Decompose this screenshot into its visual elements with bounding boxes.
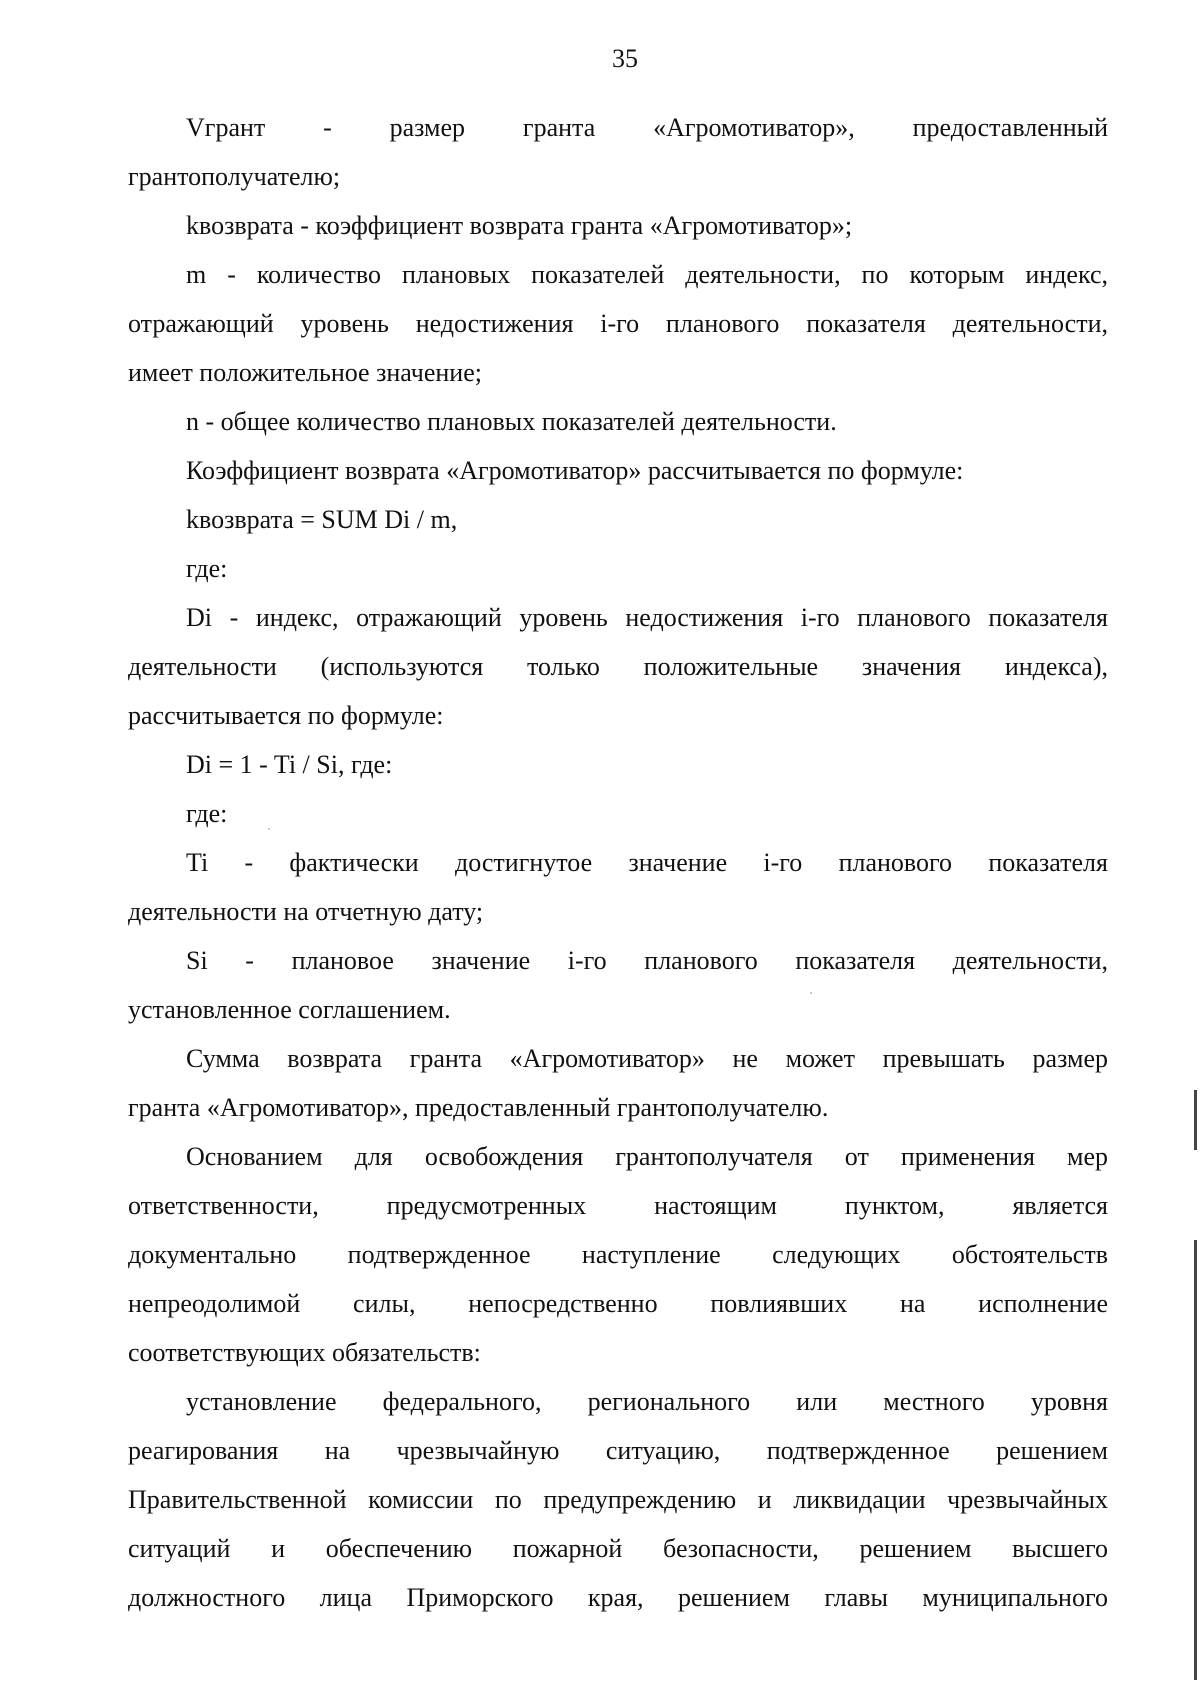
text-line: m - количество плановых показателей деятельности, по которым индекс, xyxy=(186,260,1108,289)
text-line: Правительственной комиссии по предупреждению и ликвидации чрезвычайных xyxy=(128,1485,1108,1514)
text-line: установление федерального, регионального или местного уровня xyxy=(186,1387,1108,1416)
text-line: Di = 1 - Ti / Si, где: xyxy=(186,750,393,779)
text-line: установленное соглашением. xyxy=(128,995,451,1024)
text-line: Коэффициент возврата «Агромотиватор» рассчитывается по формуле: xyxy=(186,456,964,485)
text-line: Ti - фактически достигнутое значение i-го планового показателя xyxy=(186,848,1108,877)
text-line: где: xyxy=(186,554,228,583)
text-line: соответствующих обязательств: xyxy=(128,1338,481,1367)
scan-edge-mark xyxy=(1194,1090,1197,1150)
page-number: 35 xyxy=(612,44,638,73)
text-line: Сумма возврата гранта «Агромотиватор» не может превышать размер xyxy=(186,1044,1108,1073)
scan-edge-line xyxy=(1194,1240,1197,1680)
text-line: рассчитывается по формуле: xyxy=(128,701,444,730)
text-line: деятельности на отчетную дату; xyxy=(128,897,484,926)
text-line: Di - индекс, отражающий уровень недостижения i-го планового показателя xyxy=(186,603,1108,632)
text-line: n - общее количество плановых показателей деятельности. xyxy=(186,407,837,436)
text-line: имеет положительное значение; xyxy=(128,358,482,387)
text-line: отражающий уровень недостижения i-го планового показателя деятельности, xyxy=(128,309,1108,338)
text-line: где: xyxy=(186,799,228,828)
text-line: реагирования на чрезвычайную ситуацию, подтвержденное решением xyxy=(128,1436,1108,1465)
text-line: Si - плановое значение i-го планового показателя деятельности, xyxy=(186,946,1108,975)
text-line: Vгрант - размер гранта «Агромотиватор», предоставленный xyxy=(186,113,1108,142)
text-line: kвозврата = SUM Di / m, xyxy=(186,505,458,534)
text-line: грантополучателю; xyxy=(128,162,341,191)
text-line: ответственности, предусмотренных настоящим пунктом, является xyxy=(128,1191,1108,1220)
text-line: документально подтвержденное наступление следующих обстоятельств xyxy=(128,1240,1108,1269)
text-line: kвозврата - коэффициент возврата гранта «Агромотиватор»; xyxy=(186,211,853,240)
text-line: непреодолимой силы, непосредственно повлиявших на исполнение xyxy=(128,1289,1108,1318)
text-line: деятельности (используются только положительные значения индекса), xyxy=(128,652,1108,681)
text-line: ситуаций и обеспечению пожарной безопасности, решением высшего xyxy=(128,1534,1108,1563)
body-text xyxy=(128,103,1108,1622)
text-line: должностного лица Приморского края, решением главы муниципального xyxy=(128,1583,1108,1612)
text-line: гранта «Агромотиватор», предоставленный грантополучателю. xyxy=(128,1093,829,1122)
scan-speck xyxy=(810,992,812,994)
scan-speck xyxy=(268,828,270,830)
text-line: Основанием для освобождения грантополучателя от применения мер xyxy=(186,1142,1108,1171)
